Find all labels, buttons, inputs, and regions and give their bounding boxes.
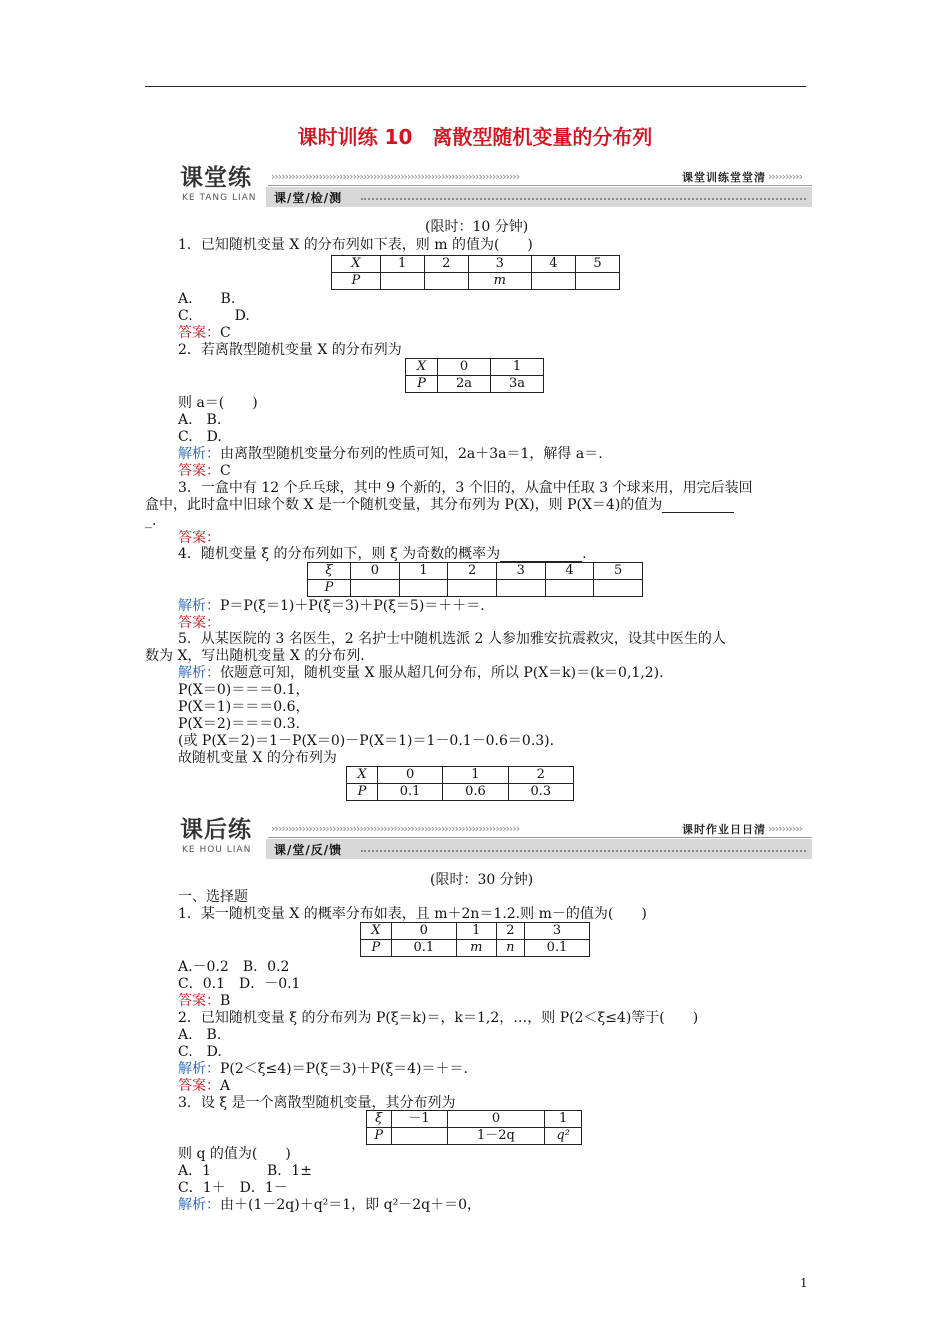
table-cell: [424, 273, 468, 290]
table-cell: 0: [447, 1111, 545, 1128]
h1-options-ab: A.－0.2 B．0.2: [178, 959, 290, 975]
table-cell: P: [367, 1128, 392, 1145]
chevron-strip-icon: ›››››››››››››››››››››››››››››››››››››››››››››››››››››››››››››››››››››››››: [271, 823, 520, 835]
q5-line2: 数为 X，写出随机变量 X 的分布列.: [145, 648, 365, 664]
table-cell: 1: [456, 923, 496, 940]
table-row: [367, 1128, 582, 1145]
table-cell: [531, 273, 575, 290]
q4-stem: 4．随机变量 ξ 的分布列如下，则 ξ 为奇数的概率为: [178, 546, 501, 562]
table-cell: [545, 580, 594, 597]
q5-line1: 5．从某医院的 3 名医生，2 名护士中随机选派 2 人参加雅安抗震救灾，设其中医生的人: [178, 631, 726, 647]
answer-label: 答案：: [178, 1078, 220, 1094]
banner-subbar: [266, 187, 812, 207]
table-row: [308, 580, 643, 597]
time-limit: (限时：10 分钟): [425, 219, 529, 235]
table-cell: 0.1: [391, 940, 456, 957]
page-title: 课时训练 10 离散型随机变量的分布列: [297, 125, 653, 149]
q2-options-ab: A. B.: [178, 412, 222, 428]
table-cell: 0: [377, 767, 442, 784]
solution-label: 解析：: [178, 598, 220, 614]
table-cell: X: [406, 359, 438, 376]
q1-options-cd: C. D.: [178, 308, 250, 324]
table-cell: 1－2q: [447, 1128, 545, 1145]
solution-label: 解析：: [178, 1197, 220, 1213]
table-row: [361, 940, 590, 957]
table-cell: 1: [490, 359, 543, 376]
part-heading: 一、选择题: [178, 889, 248, 905]
table-cell: X: [332, 256, 381, 273]
banner-rule: [268, 837, 812, 838]
answer-label: 答案：: [178, 615, 220, 631]
answer-label: 答案：: [178, 530, 220, 546]
banner-tag: 课堂训练堂堂清: [682, 171, 766, 184]
h3-stem: 3．设 ξ 是一个离散型随机变量，其分布列为: [178, 1095, 456, 1111]
h3-options-ab: A．1 B．1±: [178, 1163, 312, 1179]
table-cell: 2: [496, 923, 524, 940]
table-cell: X: [347, 767, 378, 784]
h3-options-cd: C．1＋ D．1－: [178, 1180, 288, 1196]
h1-stem: 1．某一随机变量 X 的概率分布如表，且 m＋2n＝1.2.则 m－的值为( ): [178, 906, 647, 922]
time-limit: (限时：30 分钟): [430, 872, 534, 888]
solution-text: 由＋(1－2q)＋q²＝1，即 q²－2q＋＝0，: [220, 1197, 481, 1213]
table-cell: [496, 580, 545, 597]
table-cell: X: [361, 923, 392, 940]
table-cell: P: [308, 580, 351, 597]
answer-label: 答案：: [178, 463, 220, 479]
h2-stem: 2．已知随机变量 ξ 的分布列为 P(ξ＝k)＝，k＝1,2，…，则 P(2＜ξ≤4)等于( ): [178, 1010, 699, 1026]
answer-value: C: [220, 325, 231, 341]
table-cell: 3: [468, 256, 531, 273]
q3-line2: 盒中，此时盒中旧球个数 X 是一个随机变量，其分布列为 P(X)，则 P(X＝4)的值为: [145, 497, 663, 513]
table-cell: 4: [545, 563, 594, 580]
q4-end: .: [582, 546, 587, 562]
q1-table: [331, 255, 620, 290]
table-row: [367, 1111, 582, 1128]
table-row: [406, 359, 544, 376]
h1-options-cd: C．0.1 D．－0.1: [178, 976, 301, 992]
banner-sub-label: 课/堂/反/馈: [274, 843, 343, 857]
answer-value: C: [220, 463, 231, 479]
chevron-strip-icon: ››››››››››: [768, 823, 802, 835]
chevron-strip-icon: ›››››››››››››››››››››››››››››››››››››››››››››››››››››››››››››››››››››››››: [271, 171, 520, 183]
q5-step2: P(X＝1)＝＝＝0.6，: [178, 699, 310, 715]
answer-label: 答案：: [178, 993, 220, 1009]
solution-label: 解析：: [178, 665, 220, 681]
table-cell: [575, 273, 619, 290]
table-cell: 1: [380, 256, 424, 273]
table-cell: m: [456, 940, 496, 957]
table-cell: 0: [437, 359, 490, 376]
table-cell: q²: [545, 1128, 582, 1145]
q5-step3: P(X＝2)＝＝＝0.3.: [178, 716, 300, 732]
banner-subbar: [266, 839, 812, 859]
q3-line1: 3．一盒中有 12 个乒乓球，其中 9 个新的，3 个旧的，从盒中任取 3 个球来用，用完后装回: [178, 480, 753, 496]
table-cell: 3a: [490, 376, 543, 393]
table-cell: 2: [424, 256, 468, 273]
table-cell: 1: [545, 1111, 582, 1128]
table-row: [332, 256, 620, 273]
table-row: [332, 273, 620, 290]
h1-table: [360, 922, 590, 957]
q2-options-cd: C. D.: [178, 429, 222, 445]
table-cell: [351, 580, 400, 597]
table-cell: P: [406, 376, 438, 393]
solution-text: P＝P(ξ＝1)＋P(ξ＝3)＋P(ξ＝5)＝＋＋＝.: [220, 598, 485, 614]
table-cell: 0.3: [508, 784, 573, 801]
table-cell: 3: [524, 923, 589, 940]
table-cell: 3: [496, 563, 545, 580]
h3-table: [366, 1110, 582, 1145]
h3-ask: 则 q 的值为( ): [178, 1146, 291, 1162]
dotted-divider: [361, 198, 806, 200]
answer-blank: [500, 547, 582, 562]
h2-options-ab: A. B.: [178, 1027, 222, 1043]
q5-step5: 故随机变量 X 的分布列为: [178, 750, 337, 766]
banner-title: 课后练: [180, 817, 252, 843]
banner-rule: [268, 185, 812, 186]
table-cell: 0.1: [524, 940, 589, 957]
table-cell: [594, 580, 643, 597]
answer-label: 答案：: [178, 325, 220, 341]
q2-stem: 2．若离散型随机变量 X 的分布列为: [178, 342, 402, 358]
table-row: [406, 376, 544, 393]
table-row: [308, 563, 643, 580]
table-cell: 5: [575, 256, 619, 273]
table-cell: 2a: [437, 376, 490, 393]
solution-text: P(2＜ξ≤4)＝P(ξ＝3)＋P(ξ＝4)＝＋＝.: [220, 1061, 468, 1077]
q2-ask: 则 a＝( ): [178, 395, 258, 411]
table-cell: n: [496, 940, 524, 957]
dotted-divider: [361, 850, 806, 852]
chevron-strip-icon: ››››››››››: [768, 171, 802, 183]
h2-options-cd: C. D.: [178, 1044, 222, 1060]
header-rule: [145, 86, 806, 87]
q5-step4: (或 P(X＝2)＝1－P(X＝0)－P(X＝1)＝1－0.1－0.6＝0.3).: [178, 733, 555, 749]
q1-stem: 1．已知随机变量 X 的分布列如下表，则 m 的值为( ): [178, 237, 533, 253]
banner-pinyin: KE HOU LIAN: [182, 845, 252, 855]
table-cell: ξ: [308, 563, 351, 580]
page-number: 1: [800, 1276, 808, 1290]
q4-table: [307, 562, 643, 597]
table-cell: [391, 1128, 447, 1145]
table-cell: P: [347, 784, 378, 801]
table-cell: 1: [399, 563, 448, 580]
solution-label: 解析：: [178, 446, 220, 462]
section-banner-classwork: [176, 163, 812, 219]
answer-blank: [662, 498, 734, 513]
table-cell: 0: [351, 563, 400, 580]
q2-table: [405, 358, 544, 393]
table-cell: 4: [531, 256, 575, 273]
table-cell: [380, 273, 424, 290]
table-cell: ξ: [367, 1111, 392, 1128]
table-cell: －1: [391, 1111, 447, 1128]
table-cell: 2: [448, 563, 497, 580]
section-banner-homework: [176, 815, 812, 871]
table-cell: 0.1: [377, 784, 442, 801]
table-cell: m: [468, 273, 531, 290]
table-row: [361, 923, 590, 940]
answer-value: B: [220, 993, 231, 1009]
table-cell: P: [332, 273, 381, 290]
table-cell: [399, 580, 448, 597]
table-row: [347, 767, 574, 784]
table-cell: P: [361, 940, 392, 957]
solution-label: 解析：: [178, 1061, 220, 1077]
table-cell: 0: [391, 923, 456, 940]
table-cell: [448, 580, 497, 597]
solution-text: 依题意可知，随机变量 X 服从超几何分布，所以 P(X＝k)＝(k＝0,1,2).: [220, 665, 664, 681]
solution-text: 由离散型随机变量分布列的性质可知，2a＋3a＝1，解得 a＝.: [220, 446, 603, 462]
q5-table: [346, 766, 574, 801]
banner-tag: 课时作业日日清: [682, 823, 766, 836]
q3-line3: _.: [145, 513, 157, 529]
answer-value: A: [220, 1078, 231, 1094]
banner-title: 课堂练: [180, 165, 252, 191]
table-cell: 5: [594, 563, 643, 580]
q5-step1: P(X＝0)＝＝＝0.1，: [178, 682, 310, 698]
banner-pinyin: KE TANG LIAN: [182, 193, 257, 203]
q1-options-ab: A. B.: [178, 291, 236, 307]
table-cell: 0.6: [443, 784, 508, 801]
table-cell: 1: [443, 767, 508, 784]
banner-sub-label: 课/堂/检/测: [274, 191, 343, 205]
table-cell: 2: [508, 767, 573, 784]
table-row: [347, 784, 574, 801]
